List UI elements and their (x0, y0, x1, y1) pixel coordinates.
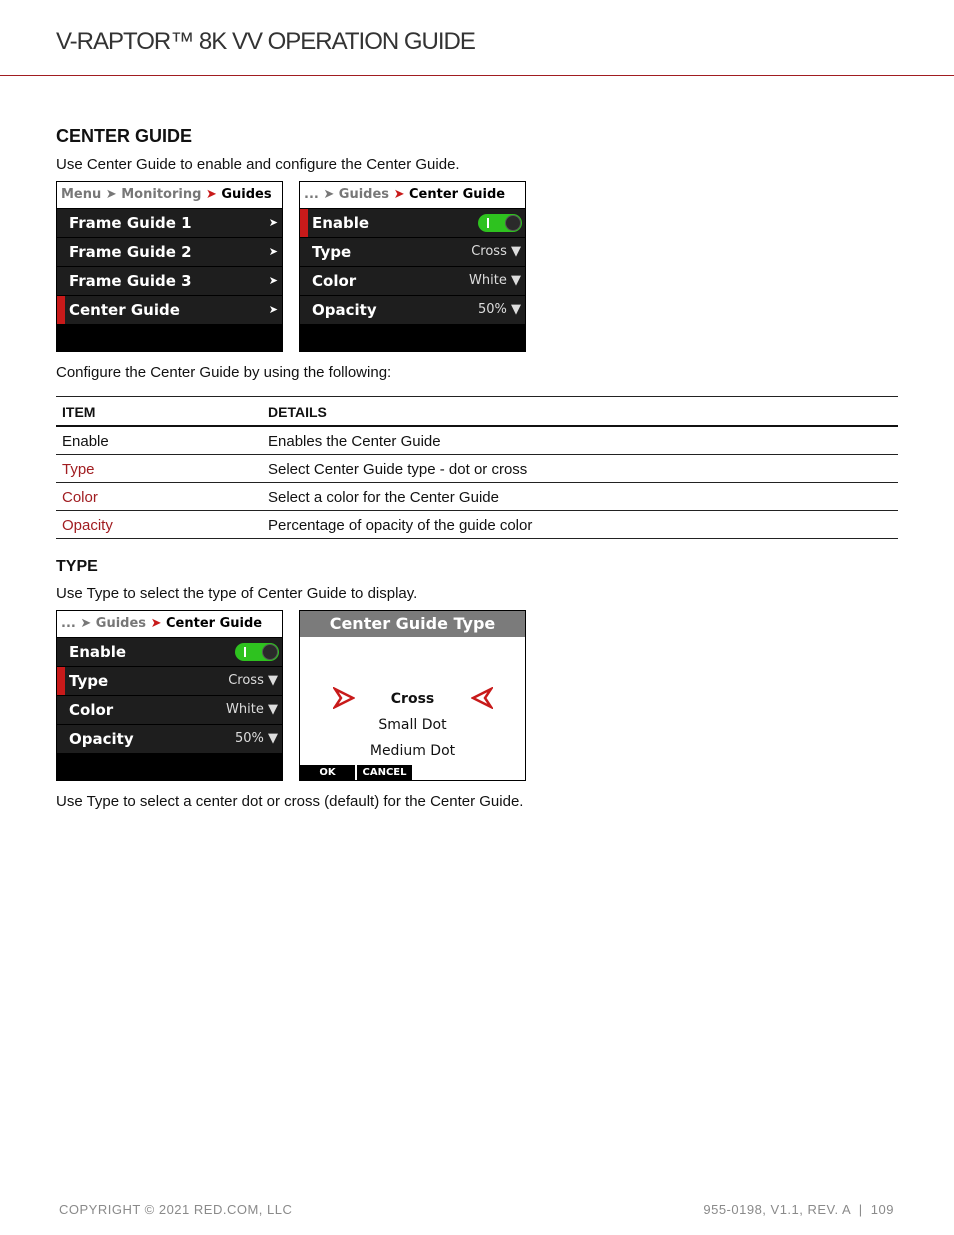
dialog-option-medium-dot: Medium Dot (369, 743, 456, 759)
breadcrumb-arrow-icon: ➤ (393, 187, 405, 202)
menu-item-label: Type (312, 243, 352, 261)
menu-item-label: Frame Guide 3 (69, 272, 192, 290)
breadcrumb-arrow-icon: ➤ (323, 187, 335, 202)
menu-item-frame-guide-2 (57, 238, 282, 266)
ok-button: OK (300, 765, 355, 780)
menu-item-value: Cross ▼ (228, 673, 278, 688)
menu-item-value: 50% ▼ (234, 731, 278, 746)
chevron-down-icon: ▼ (268, 702, 278, 717)
breadcrumb (57, 611, 282, 637)
breadcrumb (300, 182, 525, 208)
section-heading-center-guide: CENTER GUIDE (56, 126, 193, 146)
breadcrumb-center-guide: Center Guide (409, 187, 506, 202)
dialog-buttons (300, 765, 525, 780)
dialog-option-small-dot: Small Dot (378, 717, 447, 733)
toggle-switch-icon (235, 643, 279, 661)
table-cell-item-link[interactable]: Opacity (62, 517, 113, 534)
footer-copyright: COPYRIGHT © 2021 RED.COM, LLC (59, 1202, 293, 1217)
table-cell-item-link[interactable]: Type (62, 461, 95, 478)
chevron-right-icon: ➤ (268, 274, 278, 287)
breadcrumb-guides: Guides (221, 187, 272, 202)
menu-item-label: Opacity (312, 301, 377, 319)
breadcrumb-arrow-icon: ➤ (150, 616, 162, 631)
dialog-option-cross: Cross (390, 691, 435, 707)
section-heading-type: TYPE (56, 558, 98, 575)
menu-item-value: Cross ▼ (471, 244, 521, 259)
toggle-switch-icon (478, 214, 522, 232)
header-divider (0, 75, 954, 76)
table-header-item: ITEM (62, 404, 96, 420)
table-header-details: DETAILS (268, 404, 327, 420)
breadcrumb-center-guide: Center Guide (166, 616, 263, 631)
table-header-row (56, 397, 898, 427)
type-intro: Use Type to select the type of Center Guide to display. (56, 585, 418, 602)
menu-item-label: Opacity (69, 730, 134, 748)
center-guide-type-dialog-screenshot (299, 610, 526, 781)
menu-item-label: Color (312, 272, 357, 290)
menu-item-label: Color (69, 701, 114, 719)
chevron-down-icon: ▼ (268, 731, 278, 746)
center-guide-type-menu-screenshot (56, 610, 283, 781)
breadcrumb-menu: Menu (61, 187, 102, 202)
menu-item-label: Type (69, 672, 109, 690)
menu-item-frame-guide-3 (57, 267, 282, 295)
type-outro: Use Type to select a center dot or cross (default) for the Center Guide. (56, 793, 524, 810)
chevron-down-icon: ▼ (268, 673, 278, 688)
menu-item-enable (57, 638, 282, 666)
menu-item-type (300, 238, 525, 266)
chevron-right-icon: ➤ (268, 303, 278, 316)
menu-item-label: Frame Guide 2 (69, 243, 192, 261)
breadcrumb-arrow-icon: ➤ (105, 187, 117, 202)
table-row (56, 510, 898, 539)
table-row (56, 454, 898, 483)
menu-item-label: Enable (312, 214, 370, 232)
breadcrumb-arrow-icon: ➤ (205, 187, 217, 202)
section-intro: Use Center Guide to enable and configure the Center Guide. (56, 156, 460, 173)
chevron-right-icon: ➤ (268, 216, 278, 229)
menu-item-label: Enable (69, 643, 127, 661)
breadcrumb (57, 182, 282, 208)
table-cell-details: Percentage of opacity of the guide color (268, 517, 533, 534)
table-row (56, 482, 898, 511)
menu-item-center-guide (57, 296, 282, 324)
menu-item-enable (300, 209, 525, 237)
cancel-button: CANCEL (357, 765, 412, 780)
guides-menu-screenshot (56, 181, 283, 352)
table-cell-item: Enable (62, 433, 109, 450)
menu-item-color (300, 267, 525, 295)
menu-item-value: White ▼ (226, 702, 278, 717)
breadcrumb-ellipsis: ... (304, 187, 319, 202)
dialog-title: Center Guide Type (300, 611, 525, 637)
breadcrumb-guides: Guides (338, 187, 390, 202)
breadcrumb-monitoring: Monitoring (121, 187, 202, 202)
menu-item-frame-guide-1 (57, 209, 282, 237)
chevron-right-icon: ➤ (268, 245, 278, 258)
menu-item-value: 50% ▼ (477, 302, 521, 317)
center-guide-menu-screenshot (299, 181, 526, 352)
table-cell-details: Select Center Guide type - dot or cross (268, 461, 528, 478)
breadcrumb-ellipsis: ... (61, 616, 76, 631)
footer-doc-number: 955-0198, V1.1, REV. A | 109 (703, 1202, 894, 1217)
menu-item-label: Center Guide (69, 301, 180, 319)
page-header-title: V-RAPTOR™ 8K VV OPERATION GUIDE (56, 28, 475, 55)
menu-item-type (57, 667, 282, 695)
table-cell-item-link[interactable]: Color (62, 489, 98, 506)
menu-item-color (57, 696, 282, 724)
table-cell-details: Select a color for the Center Guide (268, 489, 499, 506)
chevron-down-icon: ▼ (511, 244, 521, 259)
configure-text: Configure the Center Guide by using the following: (56, 364, 392, 381)
chevron-down-icon: ▼ (511, 302, 521, 317)
breadcrumb-guides: Guides (95, 616, 147, 631)
breadcrumb-arrow-icon: ➤ (80, 616, 92, 631)
menu-item-opacity (57, 725, 282, 753)
chevron-down-icon: ▼ (511, 273, 521, 288)
table-row (56, 426, 898, 455)
menu-item-label: Frame Guide 1 (69, 214, 192, 232)
menu-item-opacity (300, 296, 525, 324)
table-cell-details: Enables the Center Guide (268, 433, 441, 450)
menu-item-value: White ▼ (469, 273, 521, 288)
